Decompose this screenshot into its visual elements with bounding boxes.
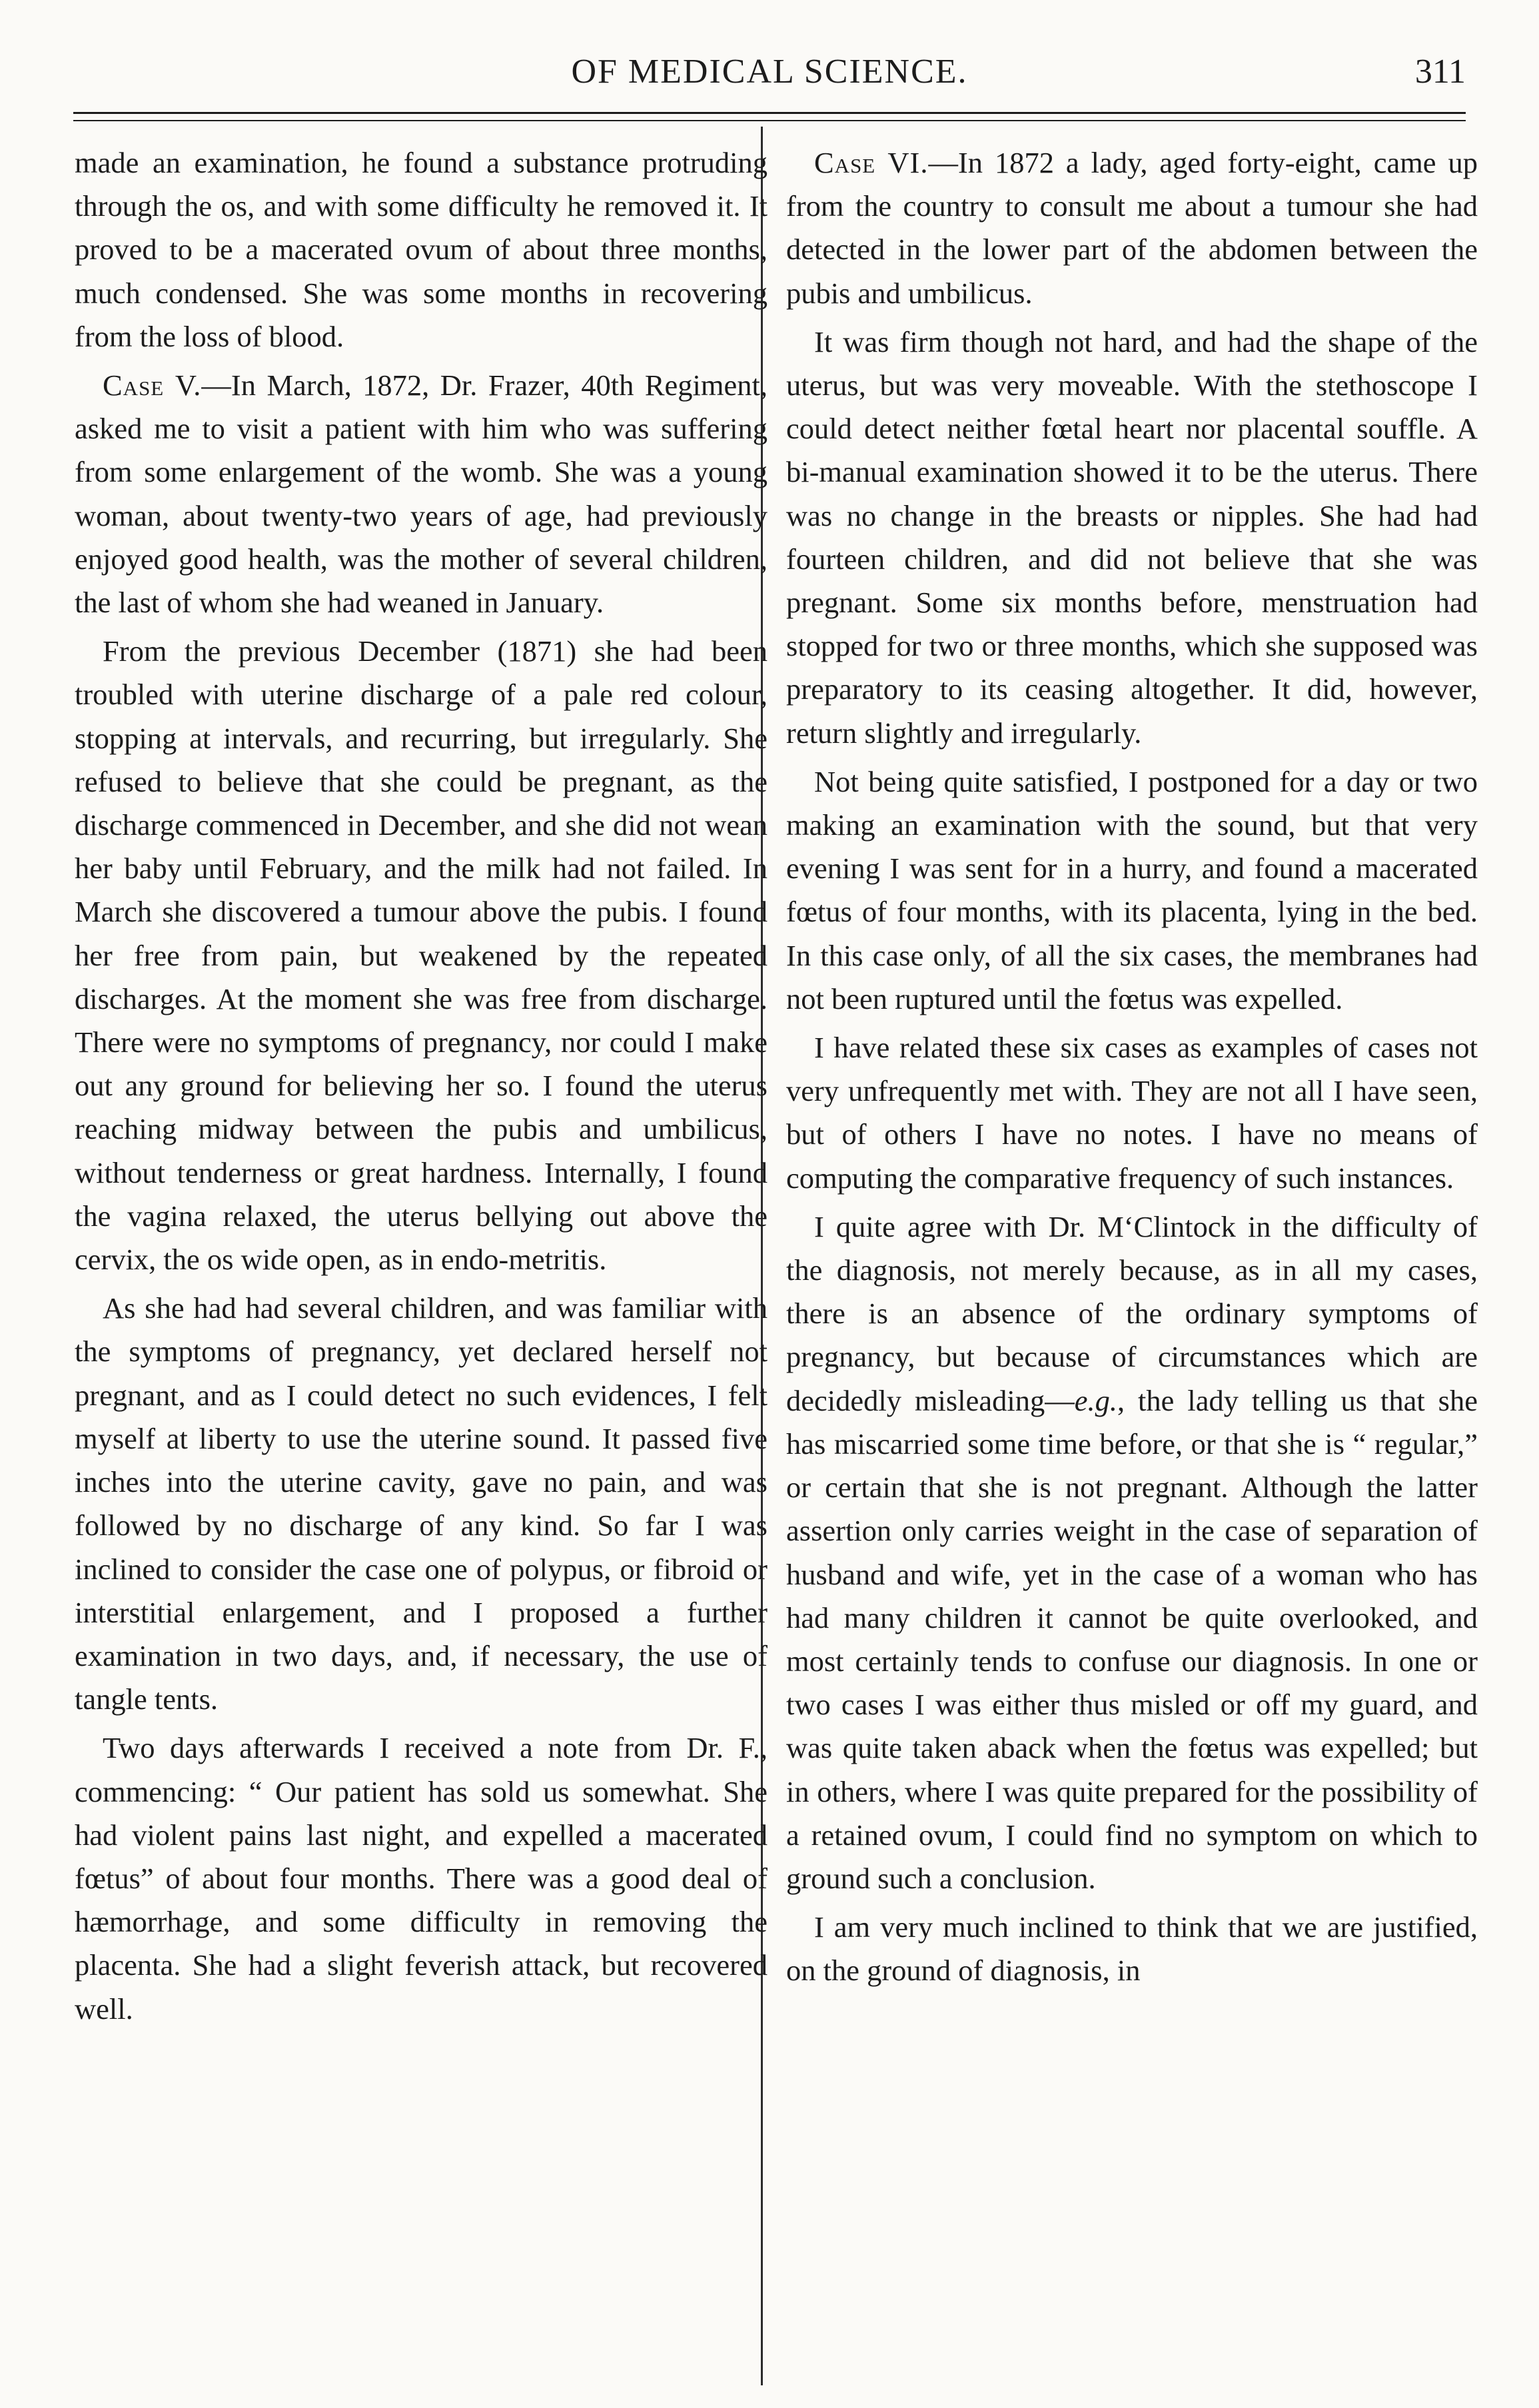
- case-label: Case VI.: [814, 146, 929, 179]
- emphasis-eg: e.g.: [1074, 1383, 1117, 1417]
- paragraph-text: —In 1872 a lady, aged forty-eight, came up from the country to consult me about a tumour she had detected in the lower part of the abdomen between the pubis and umbilicus.: [786, 146, 1478, 310]
- paragraph: Two days afterwards I received a note from Dr. F., commencing: “ Our patient has sold us somewhat. She had violent pains last night, and expelled a macerated fœtus” of about four months. There was a good deal of hæmorrhage, and some difficulty in removing the placenta. She had a slight feverish attack, but recovered well.: [75, 1731, 768, 2026]
- paragraph-text: —In March, 1872, Dr. Frazer, 40th Regiment, asked me to visit a patient with him who was suffering from some enlargement of the womb. She was a young woman, about twenty-two years of age, had previously enjoyed good health, was the mother of several children, the last of whom she had weaned in January.: [75, 368, 768, 620]
- paragraph-text: I quite agree with Dr. M‘Clintock in the difficulty of the diagnosis, not merely because, as in all my cases, there is an absence of the ordinary symptoms of pregnancy, but because of circumstances which are decidedly misleading—: [786, 1209, 1478, 1417]
- paragraph-case-vi: [786, 141, 1478, 315]
- paragraph: Not being quite satisfied, I postponed for a day or two making an examination with the sound, but that very evening I was sent for in a hurry, and found a macerated fœtus of four months, with its placenta, lying in the bed. In this case only, of all the six cases, the membranes had not been ruptured until the fœtus was expelled.: [786, 764, 1478, 1015]
- paragraph: I have related these six cases as examples of cases not very unfrequently met with. They are not all I have seen, but of others I have no notes. I have no means of computing the comparative frequency of such instances.: [786, 1031, 1478, 1195]
- paragraph: I am very much inclined to think that we are justified, on the ground of diagnosis, in: [786, 1910, 1478, 1988]
- paragraph-text: , the lady telling us that she has miscarried some time before, or that she is “ regular,” or certain that she is not pregnant. Although the latter assertion only carries weight in the case of separation of husband and wife, yet in the case of a woman who has had many children it cannot be quite overlooked, and most certainly tends to confuse our diagnosis. In one or two cases I was either thus misled or off my guard, and was quite taken aback when the fœtus was expelled; but in others, where I was quite prepared for the possibility of a retained ovum, I could find no symptom on which to ground such a conclusion.: [786, 1383, 1478, 1895]
- running-head: [73, 52, 1466, 105]
- paragraph: As she had had several children, and was familiar with the symptoms of pregnancy, yet declared herself not pregnant, and as I could detect no such evidences, I felt myself at liberty to use the uterine sound. It passed five inches into the uterine cavity, gave no pain, and was followed by no discharge of any kind. So far I was inclined to consider the case one of polypus, or fibroid or interstitial enlargement, and I proposed a further examination in two days, and, if necessary, the use of tangle tents.: [75, 1291, 768, 1716]
- case-label: Case V.: [103, 368, 202, 402]
- right-column: [786, 141, 1478, 1998]
- paragraph: It was firm though not hard, and had the shape of the uterus, but was very moveable. With the stethoscope I could detect neither fœtal heart nor placental souffle. A bi-manual examination showed it to be the uterus. There was no change in the breasts or nipples. She had had fourteen children, and did not believe that she was pregnant. Some six months before, menstruation had stopped for two or three months, which she supposed was preparatory to its ceasing altogether. It did, however, return slightly and irregularly.: [786, 324, 1478, 750]
- paragraph: made an examination, he found a substance protruding through the os, and with some difficulty he removed it. It proved to be a macerated ovum of about three months, much condensed. She was some months in recovering from the loss of blood.: [75, 146, 768, 353]
- header-rule-bottom: [73, 120, 1466, 121]
- running-title: OF MEDICAL SCIENCE.: [571, 53, 968, 91]
- header-rule-top: [73, 112, 1466, 114]
- paragraph: From the previous December (1871) she had been troubled with uterine discharge of a pale red colour, stopping at intervals, and recurring, but irregularly. She refused to believe that she could be pregnant, as the discharge commenced in December, and she did not wean her baby until February, and the milk had not failed. In March she discovered a tumour above the pubis. I found her free from pain, but weakened by the repeated discharges. At the moment she was free from discharge. There were no symptoms of pregnancy, nor could I make out any ground for believing her so. I found the uterus reaching midway between the pubis and umbilicus, without tenderness or great hardness. Internally, I found the vagina relaxed, the uterus bellying out above the cervix, the os wide open, as in endo-metritis.: [75, 634, 768, 1277]
- paragraph: [786, 1205, 1478, 1900]
- paragraph-case-v: [75, 364, 768, 624]
- page-number: 311: [1414, 53, 1466, 91]
- left-column: [75, 141, 768, 2036]
